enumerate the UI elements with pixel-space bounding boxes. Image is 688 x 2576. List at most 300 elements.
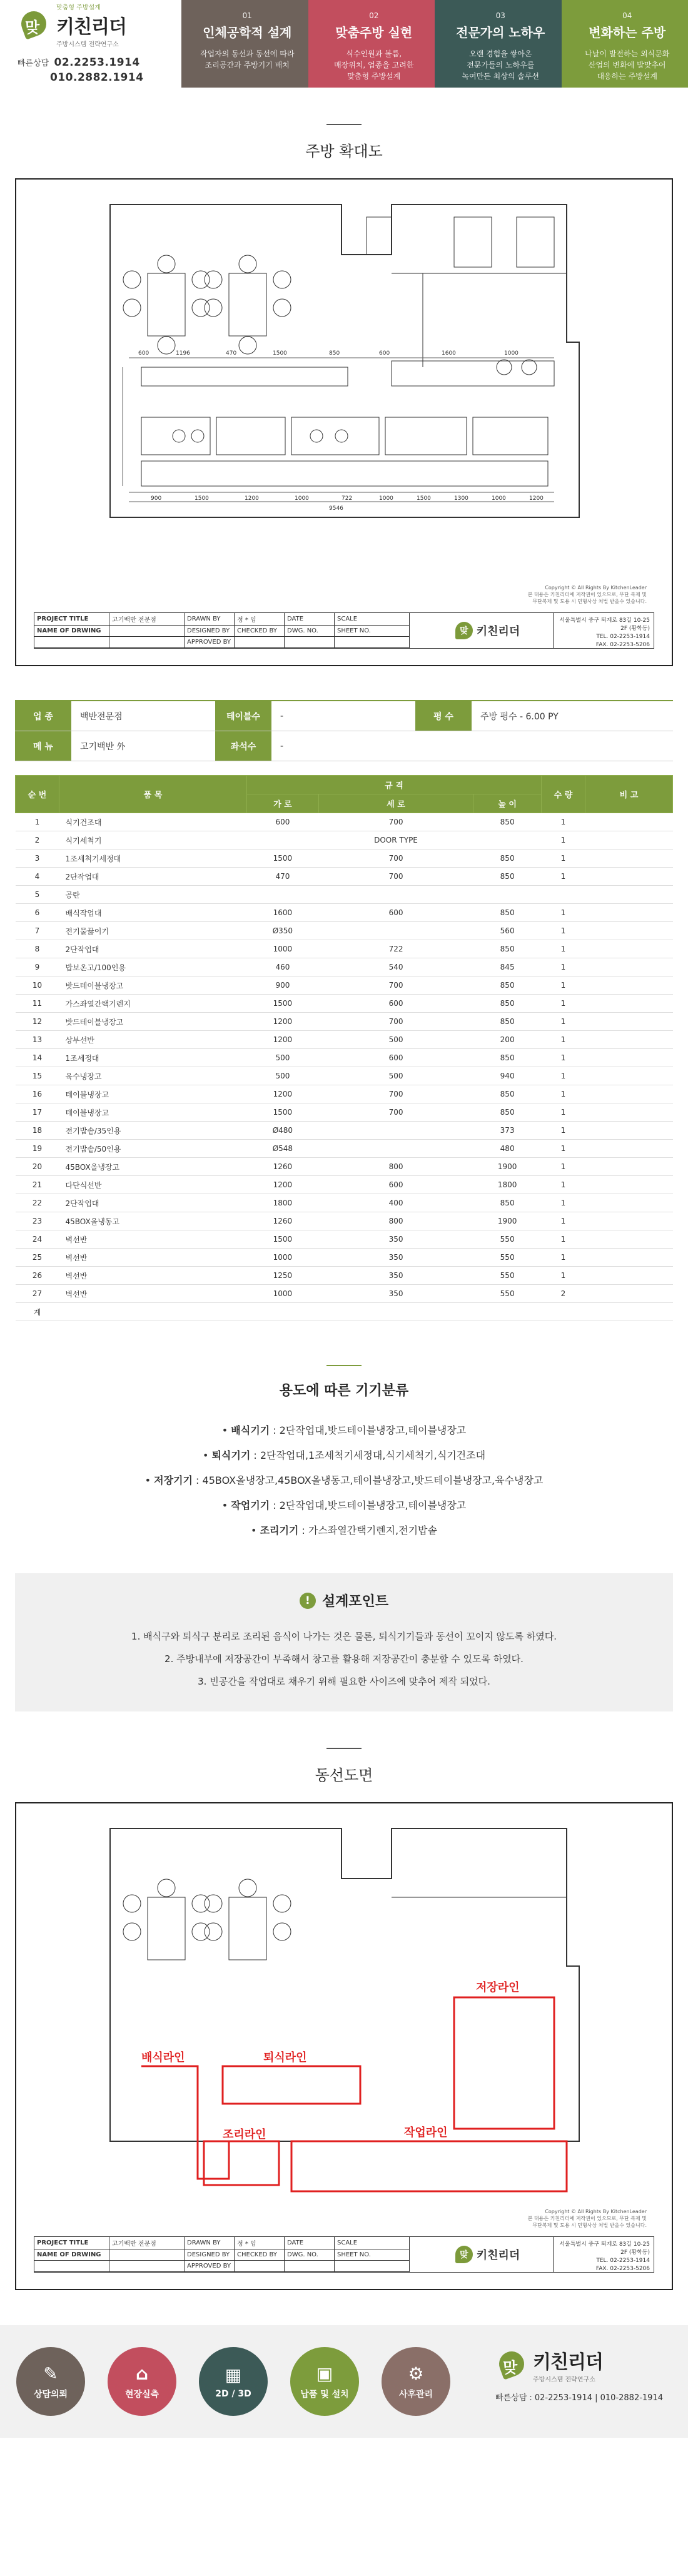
cell-name: 벽선반 bbox=[59, 1285, 247, 1303]
phone-number-2[interactable]: 010.2882.1914 bbox=[50, 71, 144, 84]
phone-number-1[interactable]: 02.2253.1914 bbox=[54, 56, 140, 69]
cell-note bbox=[585, 1013, 673, 1031]
cell-no: 27 bbox=[16, 1285, 59, 1303]
title-block bbox=[34, 2236, 654, 2273]
cell-name: 벽선반 bbox=[59, 1230, 247, 1249]
cell-note bbox=[585, 1122, 673, 1140]
cell-note bbox=[585, 1249, 673, 1267]
cell-width: 460 bbox=[247, 958, 319, 976]
tb-label: DATE bbox=[285, 2237, 335, 2249]
step-design[interactable] bbox=[199, 2347, 268, 2416]
tb-empty bbox=[34, 637, 109, 648]
dim-text: 1196 bbox=[176, 350, 190, 357]
cell-note bbox=[585, 1285, 673, 1303]
tb-label: APPROVED BY bbox=[185, 637, 235, 648]
table-row bbox=[16, 1176, 673, 1194]
cell-height: 373 bbox=[473, 1122, 542, 1140]
table-row bbox=[16, 1212, 673, 1230]
feature-desc: 나날이 발전하는 외식문화 산업의 변화에 발맞추어 대응하는 주방설계 bbox=[585, 49, 670, 81]
kitchen-plan-drawing bbox=[15, 178, 673, 666]
box-icon: ▣ bbox=[316, 2363, 333, 2384]
cell-depth: 500 bbox=[318, 1031, 473, 1049]
serving-line-path bbox=[141, 2066, 279, 2179]
table-row bbox=[16, 1230, 673, 1249]
cell-name: 1조세정대 bbox=[59, 1049, 247, 1067]
tel-text: TEL. 02-2253-1914 bbox=[596, 2258, 650, 2264]
cell-qty: 1 bbox=[542, 904, 585, 922]
cell-qty: 1 bbox=[542, 1194, 585, 1212]
table-row bbox=[16, 886, 673, 904]
cell-qty bbox=[542, 886, 585, 904]
tb-label: SHEET NO. bbox=[335, 2249, 410, 2261]
work-line-label: 작업라인 bbox=[404, 2126, 448, 2139]
cell-note bbox=[585, 904, 673, 922]
section-flow-plan-title bbox=[0, 1748, 688, 1785]
footer-logo[interactable] bbox=[495, 2346, 663, 2403]
design-point: 2. 주방내부에 저장공간이 부족해서 창고를 활용해 저장공간이 충분할 수 있도록 하였다. bbox=[164, 1653, 524, 1665]
dim-text: 1200 bbox=[245, 495, 259, 502]
dim-text: 1200 bbox=[529, 495, 544, 502]
tb-label: PROJECT TITLE bbox=[34, 613, 109, 626]
cell-name: 테이블냉장고 bbox=[59, 1085, 247, 1103]
cell-height bbox=[473, 886, 542, 904]
table-row bbox=[16, 849, 673, 868]
cell-no: 18 bbox=[16, 1122, 59, 1140]
footer-logo-name: 키친리더 bbox=[533, 2351, 603, 2373]
cell-qty: 1 bbox=[542, 868, 585, 886]
cell-name: 식기건조대 bbox=[59, 813, 247, 831]
table-row bbox=[16, 976, 673, 995]
cell-qty: 1 bbox=[542, 1212, 585, 1230]
tb-value: 정 * 임 bbox=[235, 613, 285, 626]
divider bbox=[326, 1748, 362, 1749]
cell-name: 다단식선반 bbox=[59, 1176, 247, 1194]
tb-label: DWG. NO. bbox=[285, 626, 335, 637]
cell-height: 845 bbox=[473, 958, 542, 976]
header bbox=[0, 0, 688, 88]
tel-text: TEL. 02-2253-1914 bbox=[596, 634, 650, 640]
table-row bbox=[16, 831, 673, 849]
table-row bbox=[16, 1013, 673, 1031]
copyright-text: Copyright © All Rights By KitchenLeader 본 대용은 키친리더에 저작권이 있으므로, 무단 복제 및 무단복제 및 도용 시 민형사상 처벌 받을수 있습니다. bbox=[527, 2209, 647, 2228]
dim-text: 600 bbox=[379, 350, 390, 357]
tb-label: APPROVED BY bbox=[185, 2261, 235, 2272]
table-row bbox=[16, 813, 673, 831]
table-row bbox=[16, 1049, 673, 1067]
leaf-logo-icon: 맞 bbox=[495, 2349, 528, 2381]
cell-no: 12 bbox=[16, 1013, 59, 1031]
cell-qty: 2 bbox=[542, 1285, 585, 1303]
step-measure[interactable] bbox=[108, 2347, 176, 2416]
step-label: 2D / 3D bbox=[215, 2388, 251, 2399]
cell-note bbox=[585, 1049, 673, 1067]
step-label: 납품 및 설치 bbox=[300, 2389, 349, 2400]
gear-icon: ⚙ bbox=[408, 2363, 424, 2384]
cell-no: 26 bbox=[16, 1267, 59, 1285]
cell-note bbox=[585, 1303, 673, 1321]
cell-note bbox=[585, 922, 673, 940]
design-point: 3. 빈공간을 작업대로 채우기 위해 필요한 사이즈에 맞추어 제작 되었다. bbox=[198, 1676, 490, 1687]
usage-key: 조리기기 bbox=[260, 1524, 299, 1536]
cell-no: 25 bbox=[16, 1249, 59, 1267]
tb-address bbox=[554, 2237, 654, 2272]
cell-depth: 800 bbox=[318, 1212, 473, 1230]
cell-depth: DOOR TYPE bbox=[318, 831, 473, 849]
cell-width: 1500 bbox=[247, 995, 319, 1013]
table-row bbox=[16, 1140, 673, 1158]
th-note: 비 고 bbox=[585, 776, 673, 813]
cell-no: 14 bbox=[16, 1049, 59, 1067]
cell-depth: 540 bbox=[318, 958, 473, 976]
dim-text: 600 bbox=[138, 350, 149, 357]
cell-qty: 1 bbox=[542, 1267, 585, 1285]
tb-empty bbox=[34, 2261, 109, 2272]
cell-note bbox=[585, 1103, 673, 1122]
cell-depth: 600 bbox=[318, 904, 473, 922]
cell-height: 850 bbox=[473, 1085, 542, 1103]
cell-note bbox=[585, 813, 673, 831]
logo-tagline: 맞춤형 주방설계 bbox=[56, 4, 101, 11]
cell-depth: 700 bbox=[318, 813, 473, 831]
cell-height: 550 bbox=[473, 1267, 542, 1285]
table-row bbox=[16, 1194, 673, 1212]
info-row bbox=[15, 731, 673, 761]
cell-note bbox=[585, 886, 673, 904]
divider bbox=[326, 124, 362, 125]
cell-no: 11 bbox=[16, 995, 59, 1013]
design-points bbox=[15, 1573, 673, 1711]
tb-logo bbox=[422, 2237, 554, 2272]
cell-width: 1000 bbox=[247, 940, 319, 958]
cell-depth: 722 bbox=[318, 940, 473, 958]
cell-note bbox=[585, 1212, 673, 1230]
tb-label: CHECKED BY bbox=[235, 626, 285, 637]
cell-depth: 400 bbox=[318, 1194, 473, 1212]
info-value: 주방 평수 - 6.00 PY bbox=[480, 711, 559, 722]
info-empty bbox=[415, 731, 673, 761]
tb-label: DWG. NO. bbox=[285, 2249, 335, 2261]
clipboard-icon: ✎ bbox=[43, 2363, 58, 2384]
feature-knowhow bbox=[435, 0, 562, 88]
cell-qty: 1 bbox=[542, 976, 585, 995]
cell-note bbox=[585, 1067, 673, 1085]
cell-width: 500 bbox=[247, 1067, 319, 1085]
feature-num: 04 bbox=[622, 11, 632, 20]
exclamation-icon: ! bbox=[300, 1593, 316, 1609]
cell-note bbox=[585, 940, 673, 958]
cell-no: 3 bbox=[16, 849, 59, 868]
th-qty: 수 량 bbox=[542, 776, 585, 813]
info-key: 좌석수 bbox=[215, 731, 271, 761]
tb-label: SCALE bbox=[335, 2237, 410, 2249]
cell-no: 24 bbox=[16, 1230, 59, 1249]
dim-text: 470 bbox=[226, 350, 237, 357]
th-depth: 세 로 bbox=[318, 794, 473, 813]
cell-name: 밧드테이블냉장고 bbox=[59, 1013, 247, 1031]
dim-text: 1000 bbox=[295, 495, 309, 502]
cell-qty: 1 bbox=[542, 1013, 585, 1031]
step-install[interactable] bbox=[290, 2347, 359, 2416]
tb-empty bbox=[109, 637, 185, 648]
cell-name: 밥보온고/100인용 bbox=[59, 958, 247, 976]
table-row bbox=[16, 1285, 673, 1303]
usage-value: : 2단작업대,1조세척기세정대,식기세척기,식기건조대 bbox=[250, 1449, 486, 1461]
cell-qty: 1 bbox=[542, 1049, 585, 1067]
dim-text: 1000 bbox=[492, 495, 506, 502]
footer-logo-sub: 주방시스템 전략연구소 bbox=[533, 2376, 595, 2383]
logo-name: 키친리더 bbox=[56, 16, 126, 38]
cell-qty: 1 bbox=[542, 1103, 585, 1122]
cell-depth bbox=[318, 922, 473, 940]
cell-width: 1260 bbox=[247, 1158, 319, 1176]
cell-depth bbox=[318, 1140, 473, 1158]
cell-no: 15 bbox=[16, 1067, 59, 1085]
table-row bbox=[16, 868, 673, 886]
cell-note bbox=[585, 958, 673, 976]
tb-label: SCALE bbox=[335, 613, 410, 626]
cell-width: 1500 bbox=[247, 1103, 319, 1122]
step-aftercare[interactable] bbox=[382, 2347, 450, 2416]
tb-value: 고기백반 전문점 bbox=[109, 2237, 185, 2249]
cell-height: 850 bbox=[473, 995, 542, 1013]
cell-depth: 700 bbox=[318, 1085, 473, 1103]
cell-height bbox=[473, 1303, 542, 1321]
th-no: 순 번 bbox=[16, 776, 59, 813]
cell-name: 전기밥솥/35인용 bbox=[59, 1122, 247, 1140]
feature-change bbox=[562, 0, 688, 88]
cell-height: 200 bbox=[473, 1031, 542, 1049]
cell-no: 9 bbox=[16, 958, 59, 976]
tb-label: SHEET NO. bbox=[335, 626, 410, 637]
fax-text: FAX. 02-2253-5206 bbox=[595, 642, 650, 648]
cell-depth: 600 bbox=[318, 1176, 473, 1194]
table-row bbox=[16, 1067, 673, 1085]
footer-phone: 빠른상담 : 02-2253-1914 | 010-2882-1914 bbox=[495, 2393, 663, 2403]
cell-no: 22 bbox=[16, 1194, 59, 1212]
leaf-logo-icon: 맞 bbox=[18, 9, 50, 41]
cell-note bbox=[585, 1267, 673, 1285]
equipment-table bbox=[15, 775, 673, 1321]
cell-height: 560 bbox=[473, 922, 542, 940]
tb-empty bbox=[335, 2261, 410, 2272]
cell-name: 45BOX올냉동고 bbox=[59, 1212, 247, 1230]
tb-label: DRAWN BY bbox=[185, 2237, 235, 2249]
leaf-logo-icon: 맞 bbox=[455, 2246, 473, 2263]
cell-no: 16 bbox=[16, 1085, 59, 1103]
cell-depth: 350 bbox=[318, 1249, 473, 1267]
cell-height: 850 bbox=[473, 813, 542, 831]
table-row bbox=[16, 1122, 673, 1140]
cell-qty: 1 bbox=[542, 1085, 585, 1103]
address-text: 서울특별시 중구 퇴계로 83길 10-25 2F (황학동) bbox=[559, 617, 650, 632]
cell-note bbox=[585, 849, 673, 868]
usage-item: • 퇴식기기 : 2단작업대,1조세척기세정대,식기세척기,식기건조대 bbox=[202, 1449, 486, 1461]
cell-width: 1500 bbox=[247, 1230, 319, 1249]
tb-empty bbox=[235, 2261, 285, 2272]
header-logo[interactable] bbox=[0, 0, 181, 88]
cell-width: Ø548 bbox=[247, 1140, 319, 1158]
cell-no: 8 bbox=[16, 940, 59, 958]
tb-empty bbox=[109, 626, 185, 637]
cell-height: 1900 bbox=[473, 1158, 542, 1176]
cell-qty: 1 bbox=[542, 1122, 585, 1140]
tb-logo-name: 키친리더 bbox=[476, 625, 520, 638]
cell-no: 1 bbox=[16, 813, 59, 831]
cell-width: Ø480 bbox=[247, 1122, 319, 1140]
feature-desc: 식수인원과 볼륨, 매장위치, 업종을 고려한 맞춤형 주방설계 bbox=[334, 49, 414, 81]
cell-qty: 1 bbox=[542, 831, 585, 849]
cell-qty: 1 bbox=[542, 1230, 585, 1249]
usage-key: 배식기기 bbox=[231, 1424, 270, 1436]
tb-logo-name: 키친리더 bbox=[476, 2249, 520, 2262]
cell-no: 21 bbox=[16, 1176, 59, 1194]
cell-height: 850 bbox=[473, 1194, 542, 1212]
cell-qty: 1 bbox=[542, 849, 585, 868]
cell-note bbox=[585, 831, 673, 849]
dim-text: 722 bbox=[341, 495, 353, 502]
cell-depth: 350 bbox=[318, 1267, 473, 1285]
cell-depth: 700 bbox=[318, 1103, 473, 1122]
cell-height: 850 bbox=[473, 1049, 542, 1067]
dim-total-text: 9546 bbox=[329, 505, 343, 512]
info-key: 테이블수 bbox=[215, 701, 271, 731]
dim-text: 1000 bbox=[379, 495, 393, 502]
table-row bbox=[16, 1103, 673, 1122]
info-value: - bbox=[280, 741, 284, 751]
tables bbox=[123, 255, 291, 354]
cell-depth: 600 bbox=[318, 995, 473, 1013]
cell-no: 17 bbox=[16, 1103, 59, 1122]
usage-item: • 저장기기 : 45BOX올냉장고,45BOX올냉동고,테이블냉장고,밧드테이블냉장고,육수냉장고 bbox=[144, 1474, 544, 1486]
tb-empty bbox=[285, 2261, 335, 2272]
feature-desc: 작업자의 동선과 동선에 따라 조리공간과 주방기기 배치 bbox=[200, 49, 295, 69]
usage-value: : 가스좌열간택기렌지,전기밥솥 bbox=[298, 1524, 437, 1536]
feature-num: 02 bbox=[369, 11, 379, 20]
usage-key: 작업기기 bbox=[231, 1499, 270, 1511]
cell-qty: 1 bbox=[542, 922, 585, 940]
th-name: 품 목 bbox=[59, 776, 247, 813]
feature-custom bbox=[308, 0, 435, 88]
feature-ergonomic bbox=[181, 0, 308, 88]
cell-qty: 1 bbox=[542, 1140, 585, 1158]
feature-num: 03 bbox=[495, 11, 505, 20]
feature-title: 인체공학적 설계 bbox=[203, 25, 292, 40]
tb-empty bbox=[235, 637, 285, 648]
cell-height: 850 bbox=[473, 1103, 542, 1122]
design-points-title: 설계포인트 bbox=[321, 1594, 389, 1610]
feature-desc: 오랜 경험을 쌓아온 전문가들의 노하우를 녹여만든 최상의 솔루션 bbox=[462, 49, 540, 81]
dim-text: 900 bbox=[151, 495, 162, 502]
cell-width: 1260 bbox=[247, 1212, 319, 1230]
usage-title: 용도에 따른 기기분류 bbox=[279, 1383, 409, 1399]
info-value: 백반전문점 bbox=[80, 711, 123, 722]
cell-depth: 500 bbox=[318, 1067, 473, 1085]
usage-item: • 배식기기 : 2단작업대,밧드테이블냉장고,테이블냉장고 bbox=[221, 1424, 467, 1436]
cell-note bbox=[585, 976, 673, 995]
usage-value: : 45BOX올냉장고,45BOX올냉동고,테이블냉장고,밧드테이블냉장고,육수냉장고 bbox=[192, 1474, 544, 1486]
phone-label: 빠른상담 bbox=[18, 59, 49, 68]
cell-name: 벽선반 bbox=[59, 1249, 247, 1267]
design-points-heading bbox=[15, 1591, 673, 1610]
info-value: - bbox=[280, 711, 284, 721]
cell-qty bbox=[542, 1303, 585, 1321]
dim-text: 1300 bbox=[454, 495, 468, 502]
usage-item: • 작업기기 : 2단작업대,밧드테이블냉장고,테이블냉장고 bbox=[221, 1499, 467, 1511]
cell-note bbox=[585, 1230, 673, 1249]
table-row bbox=[16, 1158, 673, 1176]
tb-label: DATE bbox=[285, 613, 335, 626]
blueprint-icon: ▦ bbox=[225, 2364, 242, 2385]
usage-section bbox=[0, 1365, 688, 1543]
info-key: 메 뉴 bbox=[15, 731, 71, 761]
cell-name: 45BOX올냉장고 bbox=[59, 1158, 247, 1176]
tb-empty bbox=[109, 2249, 185, 2261]
cell-name: 테이블냉장고 bbox=[59, 1103, 247, 1122]
cell-height: 850 bbox=[473, 976, 542, 995]
design-point: 1. 배식구와 퇴식구 분리로 조리된 음식이 나가는 것은 물론, 퇴식기기들과 동선이 꼬이지 않도록 하였다. bbox=[131, 1631, 557, 1642]
table-row bbox=[16, 1249, 673, 1267]
feature-num: 01 bbox=[242, 11, 252, 20]
tb-label: DRAWN BY bbox=[185, 613, 235, 626]
serving-line-label: 배식라인 bbox=[141, 2051, 185, 2064]
cell-width: 1600 bbox=[247, 904, 319, 922]
house-icon: ⌂ bbox=[135, 2363, 149, 2384]
cell-no: 13 bbox=[16, 1031, 59, 1049]
tb-label: DESIGNED BY bbox=[185, 626, 235, 637]
cell-name: 육수냉장고 bbox=[59, 1067, 247, 1085]
usage-key: 퇴식기기 bbox=[211, 1449, 251, 1461]
cell-depth bbox=[318, 1303, 473, 1321]
cell-note bbox=[585, 868, 673, 886]
dish-return-line-zone bbox=[223, 2066, 360, 2104]
step-consult[interactable] bbox=[16, 2347, 85, 2416]
phone-block bbox=[18, 56, 181, 86]
cell-name: 2단작업대 bbox=[59, 940, 247, 958]
tb-empty bbox=[109, 2261, 185, 2272]
cell-qty: 1 bbox=[542, 940, 585, 958]
usage-value: : 2단작업대,밧드테이블냉장고,테이블냉장고 bbox=[270, 1499, 467, 1511]
section-heading: 동선도면 bbox=[315, 1767, 373, 1784]
cell-qty: 1 bbox=[542, 995, 585, 1013]
feature-title: 맞춤주방 실현 bbox=[335, 25, 413, 40]
table-row bbox=[16, 1031, 673, 1049]
usage-key: 저장기기 bbox=[154, 1474, 193, 1486]
cell-height: 850 bbox=[473, 940, 542, 958]
tb-value: 고기백반 전문점 bbox=[109, 613, 185, 626]
cell-width: 1000 bbox=[247, 1285, 319, 1303]
cell-no: 20 bbox=[16, 1158, 59, 1176]
cell-name: 2단작업대 bbox=[59, 1194, 247, 1212]
cell-width: 600 bbox=[247, 813, 319, 831]
th-spec: 규 격 bbox=[247, 776, 542, 794]
info-row bbox=[15, 701, 673, 731]
cell-width: 1200 bbox=[247, 1013, 319, 1031]
tb-logo bbox=[422, 613, 554, 648]
cell-depth: 700 bbox=[318, 868, 473, 886]
dim-text: 1500 bbox=[273, 350, 287, 357]
cell-name: 가스좌열간택기렌지 bbox=[59, 995, 247, 1013]
cell-width: 1000 bbox=[247, 1249, 319, 1267]
cell-no: 19 bbox=[16, 1140, 59, 1158]
cell-height: 940 bbox=[473, 1067, 542, 1085]
work-line-zone bbox=[291, 2141, 567, 2191]
table-row bbox=[16, 958, 673, 976]
cell-width: 470 bbox=[247, 868, 319, 886]
usage-item: • 조리기기 : 가스좌열간택기렌지,전기밥솥 bbox=[251, 1524, 437, 1536]
cell-depth: 350 bbox=[318, 1285, 473, 1303]
tb-label: DESIGNED BY bbox=[185, 2249, 235, 2261]
table-row bbox=[16, 1085, 673, 1103]
